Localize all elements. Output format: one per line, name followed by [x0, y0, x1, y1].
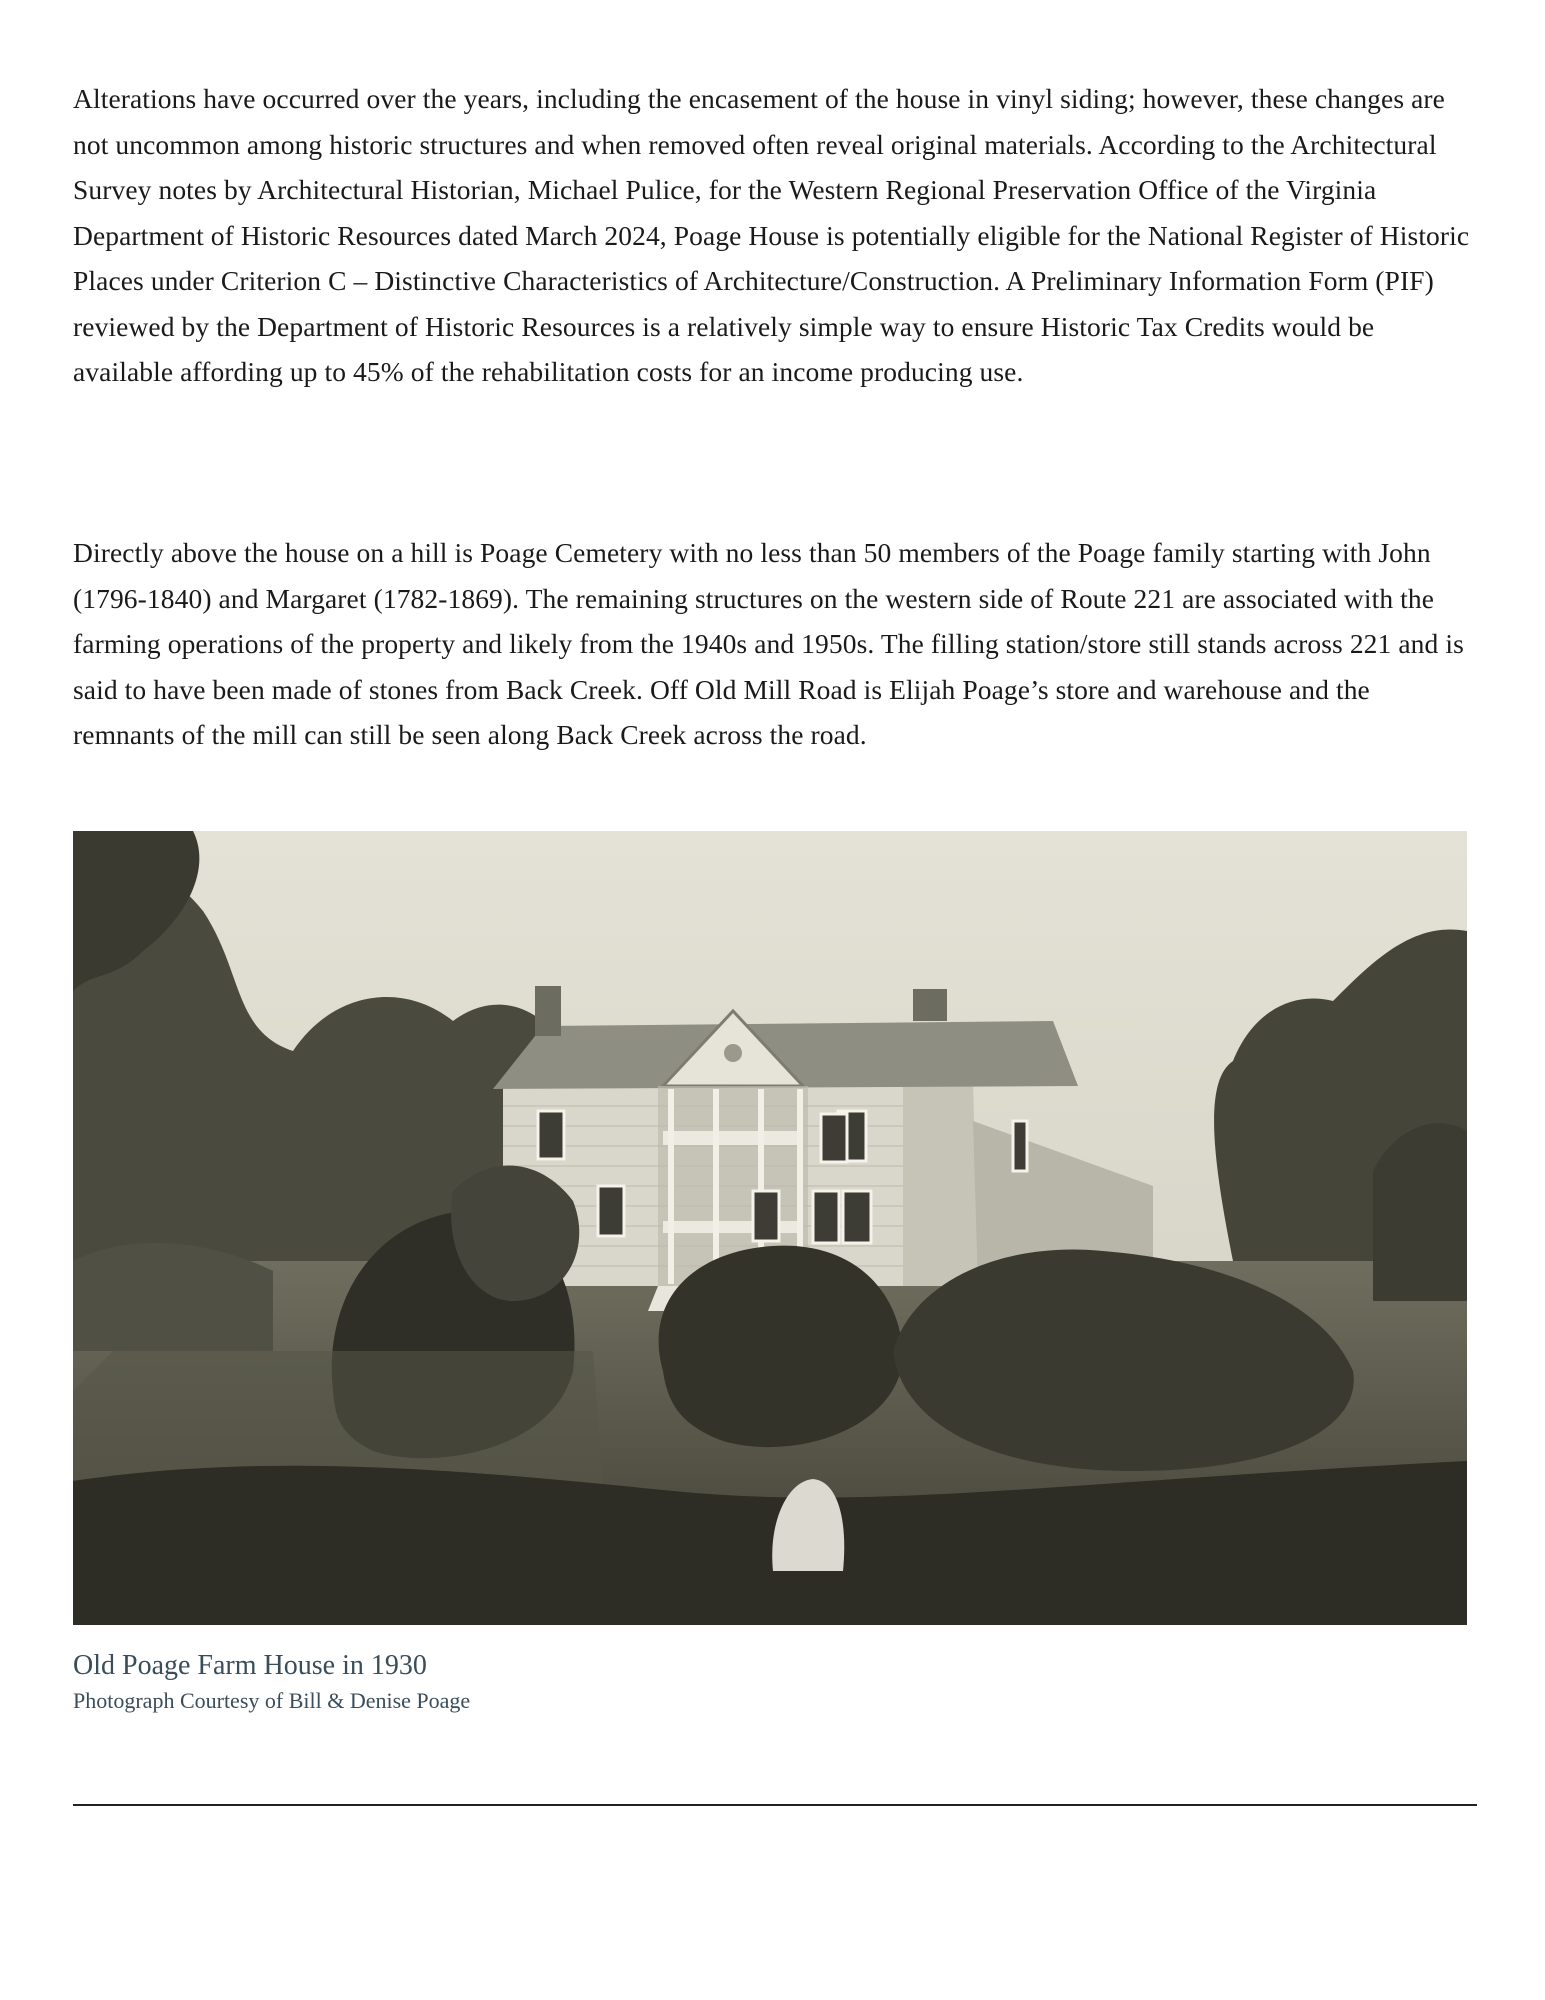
- figure-caption-title: Old Poage Farm House in 1930: [73, 1650, 427, 1681]
- farm-house-photo-illustration: [73, 831, 1467, 1625]
- farm-house-photograph: [73, 831, 1467, 1625]
- horizontal-divider: [73, 1804, 1477, 1806]
- body-paragraph-1: Alterations have occurred over the years, including the encasement of the house in vinyl siding; however, these changes are not uncommon among historic structures and when removed often reveal original materials. According to the Architectural Survey notes by Architectural Historian, Michael Pulice, for the Western Regional Preservation Office of the Virginia Department of Historic Resources dated March 2024, Poage House is potentially eligible for the National Register of Historic Places under Criterion C – Distinctive Characteristics of Architecture/Construction. A Preliminary Information Form (PIF) reviewed by the Department of Historic Resources is a relatively simple way to ensure Historic Tax Credits would be available affording up to 45% of the rehabilitation costs for an income producing use.: [73, 83, 1470, 387]
- body-paragraph-2: Directly above the house on a hill is Poage Cemetery with no less than 50 members of the Poage family starting with John (1796-1840) and Margaret (1782-1869). The remaining structures on the western side of Route 221 are associated with the farming operations of the property and likely from the 1940s and 1950s. The filling station/store still stands across 221 and is said to have been made of stones from Back Creek. Off Old Mill Road is Elijah Poage’s store and warehouse and the remnants of the mill can still be seen along Back Creek across the road.: [73, 537, 1464, 750]
- figure-caption-credit: Photograph Courtesy of Bill & Denise Poage: [73, 1688, 471, 1713]
